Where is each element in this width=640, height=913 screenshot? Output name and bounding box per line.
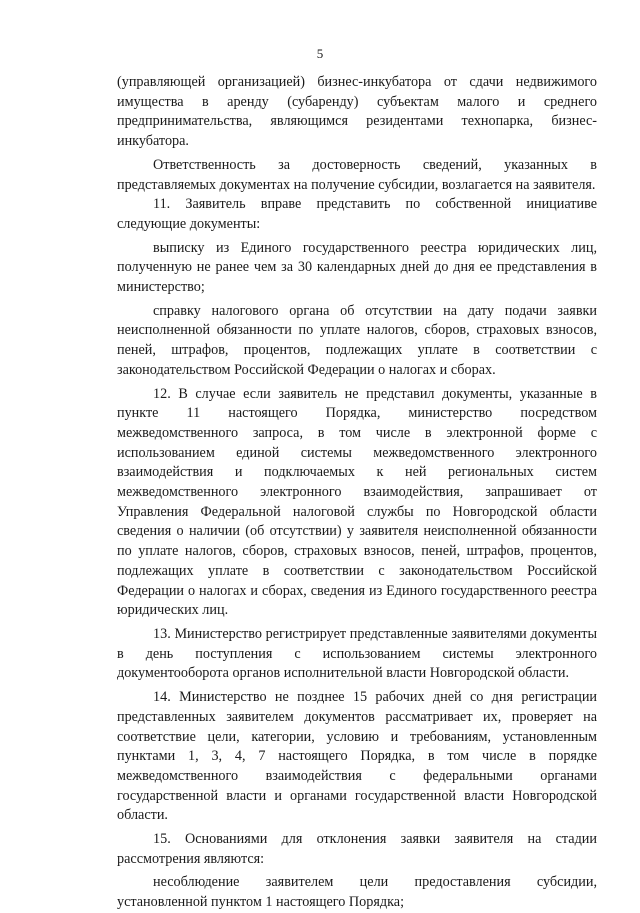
paragraph-item-14: 14. Министерство не позднее 15 рабочих дней со дня регистрации представленных заявителем документов рассматривает их, проверяет на соответствие цели, категории, условию и требованиям, установленным пунктами 1, 3, 4, 7 настоящего Порядка, в том числе в порядке межведомственного взаимодействия с федеральными органами государственной власти и органами государственной власти Новгородской области. — [117, 689, 597, 824]
paragraph-item-12: 12. В случае если заявитель не представил документы, указанные в пункте 11 настоящего Порядка, министерство посредством межведомственного запроса, в том числе в электронной форме с использованием единой системы межведомственного электронного взаимодействия и подключаемых к ней региональных систем межведомственного электронного взаимодействия, запрашивает от Управления Федеральной налоговой службы по Новгородской области сведения о наличии (об отсутствии) у заявителя неисполненной обязанности по уплате налогов, сборов, страховых взносов, пеней, штрафов, процентов, подлежащих уплате в соответствии с законодательством Российской Федерации о налогах и сборах, сведения из Единого государственного реестра юридических лиц. — [117, 385, 597, 619]
paragraph-item-11: 11. Заявитель вправе представить по собственной инициативе следующие документы: — [117, 196, 597, 232]
paragraph-noncompliance: несоблюдение заявителем цели предоставления субсидии, установленной пунктом 1 настоящего Порядка; — [117, 874, 597, 911]
paragraph-item-13: 13. Министерство регистрирует представленные заявителями документы в день поступления с использованием системы электронного документооборота органов исполнительной власти Новгородской области. — [117, 625, 597, 682]
paragraph-item-15: 15. Основаниями для отклонения заявки заявителя на стадии рассмотрения являются: — [117, 831, 597, 867]
paragraph-continuation: (управляющей организацией) бизнес-инкубатора от сдачи недвижимого имущества в аренду (субаренду) субъектам малого и среднего предпринимательства, являющимся резидентами технопарка, бизнес-инкубатора. — [117, 74, 597, 150]
paragraph-extract: выписку из Единого государственного реестра юридических лиц, полученную не ранее чем за 30 календарных дней до дня ее представления в министерство; — [117, 239, 597, 296]
paragraph-responsibility: Ответственность за достоверность сведений, указанных в представляемых документах на получение субсидии, возлагается на заявителя. — [117, 156, 597, 193]
document-body — [117, 73, 597, 913]
paragraph-tax-certificate: справку налогового органа об отсутствии на дату подачи заявки неисполненной обязанности по уплате налогов, сборов, страховых взносов, пеней, штрафов, процентов, подлежащих уплате в соответствии с законодательством Российской Федерации о налогах и сборах. — [117, 302, 597, 378]
page-number: 5 — [316, 46, 324, 61]
